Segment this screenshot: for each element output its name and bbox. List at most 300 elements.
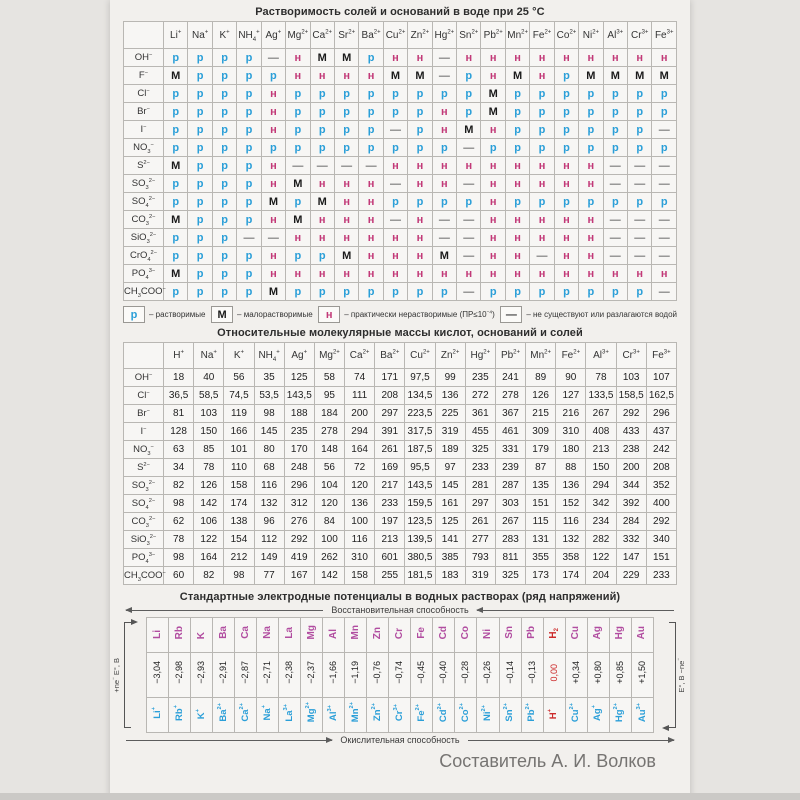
ion-cell: $Ba^{2+}$ [213, 698, 235, 733]
solubility-cell: р [164, 175, 188, 193]
solubility-cell: р [603, 283, 627, 301]
corner-cell [124, 22, 164, 49]
mass-cell: 601 [375, 549, 405, 567]
mass-cell: 164 [345, 441, 375, 459]
cation-header: $Cr^{3+}$ [628, 22, 652, 49]
mass-cell: 408 [586, 423, 616, 441]
mass-cell: 181,5 [405, 567, 435, 585]
solubility-cell: р [164, 121, 188, 139]
solubility-cell: р [652, 85, 677, 103]
cation-header: Li+ [164, 22, 188, 49]
solubility-cell: р [530, 139, 554, 157]
anion-label: CrO$_4^{2-}$ [124, 247, 164, 265]
mass-cell: 296 [646, 405, 676, 423]
solubility-cell: р [164, 139, 188, 157]
ion-cell: $Ni^{2+}$ [477, 698, 499, 733]
solubility-cell: М [603, 67, 627, 85]
mass-cell: 358 [556, 549, 586, 567]
mass-cell: 355 [526, 549, 556, 567]
solubility-cell: н [359, 175, 383, 193]
solubility-cell: — [457, 283, 481, 301]
solubility-cell: р [408, 139, 432, 157]
solubility-cell: — [359, 157, 383, 175]
solubility-cell: н [579, 211, 603, 229]
mass-cell: 292 [646, 513, 676, 531]
mass-cell: 208 [375, 387, 405, 405]
solubility-cell: н [261, 211, 285, 229]
solubility-cell: р [530, 193, 554, 211]
mass-cell: 217 [375, 477, 405, 495]
solubility-cell: р [188, 283, 212, 301]
mass-cell: 150 [586, 459, 616, 477]
legend-text: – не существуют или разлагаются водой [526, 310, 677, 319]
solubility-cell: р [212, 139, 236, 157]
left-arrow-line [126, 610, 323, 611]
solubility-cell: р [237, 157, 261, 175]
solubility-cell: — [628, 229, 652, 247]
row-pot [147, 653, 654, 698]
solubility-cell: М [481, 85, 505, 103]
mass-cell: 119 [224, 405, 254, 423]
solubility-cell: М [408, 67, 432, 85]
ion-cell: $Cr^{3+}$ [389, 698, 411, 733]
solubility-cell: р [164, 85, 188, 103]
anion-label: OH− [124, 49, 164, 67]
mass-cell: 380,5 [405, 549, 435, 567]
mass-cell: 111 [345, 387, 375, 405]
metal-cell: $H_2$ [543, 618, 565, 653]
solubility-cell: р [383, 193, 407, 211]
mass-cell: 261 [465, 513, 495, 531]
mass-cell: 325 [465, 441, 495, 459]
mass-cell: 229 [616, 567, 646, 585]
mass-cell: 169 [375, 459, 405, 477]
solubility-cell: р [188, 247, 212, 265]
potential-cell: −0,45 [411, 653, 433, 698]
mass-cell: 319 [435, 423, 465, 441]
mass-cell: 212 [224, 549, 254, 567]
anion-label: $SO_3^{2-}$ [124, 175, 164, 193]
cation-header: $Al^{3+}$ [586, 343, 616, 369]
solubility-cell: н [554, 265, 578, 283]
mass-cell: 200 [616, 459, 646, 477]
metal-cell: Ca [235, 618, 257, 653]
anion-label: $NO_3^-$ [124, 139, 164, 157]
solubility-cell: р [261, 139, 285, 157]
solubility-cell: — [432, 67, 456, 85]
solubility-cell: М [457, 121, 481, 139]
solubility-cell: — [628, 211, 652, 229]
mass-cell: 187,5 [405, 441, 435, 459]
solubility-cell: н [554, 157, 578, 175]
cation-header: $NH_4^+$ [254, 343, 284, 369]
mass-cell: 101 [224, 441, 254, 459]
potential-cell: −2,87 [235, 653, 257, 698]
ion-cell: $Hg^{2+}$ [609, 698, 631, 733]
solubility-cell: р [603, 121, 627, 139]
cation-header: $Fe^{2+}$ [556, 343, 586, 369]
mass-cell: 63 [164, 441, 194, 459]
mass-cell: 98 [164, 495, 194, 513]
mass-cell: 126 [194, 477, 224, 495]
solubility-cell: — [383, 121, 407, 139]
solubility-cell: н [408, 247, 432, 265]
solubility-cell: н [408, 175, 432, 193]
metal-cell: Li [147, 618, 169, 653]
ion-cell: $La^{3+}$ [279, 698, 301, 733]
mass-cell: 223,5 [405, 405, 435, 423]
solubility-cell: — [457, 139, 481, 157]
solubility-cell: — [261, 229, 285, 247]
solubility-cell: р [310, 103, 334, 121]
solubility-cell: р [603, 193, 627, 211]
mass-cell: 248 [284, 459, 314, 477]
legend-symbol-box: н [318, 306, 340, 323]
mass-cell: 88 [556, 459, 586, 477]
mass-cell: 340 [646, 531, 676, 549]
mass-cell: 174 [556, 567, 586, 585]
solubility-cell: р [237, 193, 261, 211]
solubility-cell: н [481, 247, 505, 265]
solubility-cell: р [212, 211, 236, 229]
solubility-cell: р [188, 121, 212, 139]
solubility-cell: М [432, 247, 456, 265]
mass-cell: 18 [164, 369, 194, 387]
potential-cell: −0,74 [389, 653, 411, 698]
mass-cell: 310 [345, 549, 375, 567]
metal-cell: Cd [433, 618, 455, 653]
solubility-cell: н [481, 193, 505, 211]
mass-cell: 97,5 [405, 369, 435, 387]
left-axis-bracket [124, 622, 131, 728]
solubility-cell: — [603, 175, 627, 193]
solubility-cell: н [261, 247, 285, 265]
mass-cell: 95,5 [405, 459, 435, 477]
solubility-cell: — [603, 247, 627, 265]
mass-cell: 235 [465, 369, 495, 387]
mass-cell: 62 [164, 513, 194, 531]
mass-cell: 77 [254, 567, 284, 585]
mass-cell: 292 [284, 531, 314, 549]
left-axis-label: +ne− E°, В [110, 657, 121, 693]
solubility-cell: н [408, 157, 432, 175]
mass-cell: 141 [435, 531, 465, 549]
anion-label: $S^{2-}$ [124, 459, 164, 477]
solubility-cell: н [383, 229, 407, 247]
solubility-cell: — [457, 175, 481, 193]
scanned-sheet [110, 0, 690, 800]
solubility-cell: р [188, 157, 212, 175]
solubility-cell: р [457, 193, 481, 211]
solubility-cell: р [530, 103, 554, 121]
solubility-cell: М [261, 283, 285, 301]
cation-header: $Zn^{2+}$ [408, 22, 432, 49]
mass-cell: 233 [375, 495, 405, 513]
solubility-cell: — [628, 157, 652, 175]
mass-cell: 125 [284, 369, 314, 387]
solubility-cell: н [530, 229, 554, 247]
table-row [124, 495, 677, 513]
solubility-cell: р [188, 193, 212, 211]
mass-cell: 151 [526, 495, 556, 513]
anion-label: SiO$_3^{2-}$ [124, 531, 164, 549]
solubility-cell: р [212, 229, 236, 247]
corner-cell [124, 343, 164, 369]
cation-header: $Mg^{2+}$ [286, 22, 310, 49]
potential-cell: −1,19 [345, 653, 367, 698]
mass-cell: 58,5 [194, 387, 224, 405]
solubility-cell: — [652, 229, 677, 247]
metal-cell: Zn [367, 618, 389, 653]
legend-text: – растворимые [149, 310, 206, 319]
mass-cell: 189 [435, 441, 465, 459]
potentials-title: Стандартные электродные потенциалы в водных растворах (ряд напряжений) [179, 591, 621, 603]
solubility-cell: М [505, 67, 529, 85]
table-row [124, 49, 677, 67]
solubility-cell: р [579, 139, 603, 157]
cation-header: $Cu^{2+}$ [383, 22, 407, 49]
mass-cell: 143,5 [284, 387, 314, 405]
anion-label: Br− [124, 103, 164, 121]
mass-cell: 233 [646, 567, 676, 585]
row-ion [147, 698, 654, 733]
solubility-cell: р [359, 121, 383, 139]
mass-cell: 100 [314, 531, 344, 549]
cation-header: Ag+ [284, 343, 314, 369]
solubility-cell: р [212, 121, 236, 139]
solubility-cell: р [164, 283, 188, 301]
solubility-cell: р [554, 283, 578, 301]
mass-cell: 149 [254, 549, 284, 567]
solubility-cell: — [310, 157, 334, 175]
solubility-cell: н [603, 49, 627, 67]
mass-cell: 344 [616, 477, 646, 495]
solubility-cell: н [481, 229, 505, 247]
solubility-cell: р [237, 175, 261, 193]
solubility-cell: н [310, 211, 334, 229]
solubility-cell: р [286, 283, 310, 301]
solubility-cell: н [505, 229, 529, 247]
solubility-cell: н [530, 265, 554, 283]
solubility-cell: М [334, 49, 358, 67]
mass-cell: 136 [345, 495, 375, 513]
mass-cell: 173 [526, 567, 556, 585]
solubility-cell: н [554, 49, 578, 67]
mass-cell: 35 [254, 369, 284, 387]
mass-cell: 235 [284, 423, 314, 441]
metal-cell: Ag [587, 618, 609, 653]
solubility-cell: р [554, 193, 578, 211]
solubility-cell: р [212, 265, 236, 283]
mass-cell: 361 [465, 405, 495, 423]
solubility-cell: — [628, 247, 652, 265]
solubility-cell: р [481, 139, 505, 157]
metal-cell: Al [323, 618, 345, 653]
mass-cell: 292 [616, 405, 646, 423]
solubility-cell: н [432, 175, 456, 193]
solubility-cell: н [310, 67, 334, 85]
solubility-cell: н [261, 157, 285, 175]
mass-cell: 267 [495, 513, 525, 531]
mass-cell: 116 [556, 513, 586, 531]
metal-cell: La [279, 618, 301, 653]
mass-cell: 40 [194, 369, 224, 387]
solubility-cell: — [652, 247, 677, 265]
solubility-cell: р [188, 229, 212, 247]
solubility-cell: — [383, 211, 407, 229]
scan-edge [0, 793, 800, 800]
solubility-cell: р [505, 103, 529, 121]
solubility-cell: р [212, 193, 236, 211]
legend-text: – малорастворимые [237, 310, 313, 319]
solubility-cell: н [334, 67, 358, 85]
solubility-cell: р [237, 49, 261, 67]
mass-cell: 100 [345, 513, 375, 531]
solubility-cell: н [310, 175, 334, 193]
solubility-cell: р [310, 283, 334, 301]
solubility-cell: р [579, 85, 603, 103]
solubility-cell: р [505, 139, 529, 157]
mass-cell: 122 [194, 531, 224, 549]
solubility-cell: — [286, 157, 310, 175]
potential-cell: −0,26 [477, 653, 499, 698]
right-axis-label: E°, В −ne− [675, 657, 687, 693]
solubility-cell: р [554, 67, 578, 85]
footer-credit: Составитель А. И. Волков [439, 751, 656, 771]
ion-cell: $Pb^{2+}$ [521, 698, 543, 733]
table-row [124, 175, 677, 193]
solubility-cell: н [383, 157, 407, 175]
mass-cell: 123,5 [405, 513, 435, 531]
mass-cell: 332 [616, 531, 646, 549]
cation-header: $Ca^{2+}$ [310, 22, 334, 49]
anion-label: $CO_3^{2-}$ [124, 211, 164, 229]
anion-label: I− [124, 121, 164, 139]
anion-label: $PO_4^{3-}$ [124, 265, 164, 283]
solubility-cell: н [579, 175, 603, 193]
solubility-cell: р [164, 229, 188, 247]
mass-cell: 167 [284, 567, 314, 585]
mass-cell: 133,5 [586, 387, 616, 405]
mass-cell: 342 [586, 495, 616, 513]
cation-header: $Ni^{2+}$ [579, 22, 603, 49]
legend-item [211, 306, 313, 323]
mass-cell: 296 [284, 477, 314, 495]
anion-label: $SO_4^{2-}$ [124, 193, 164, 211]
solubility-cell: р [286, 85, 310, 103]
mass-cell: 36,5 [164, 387, 194, 405]
solubility-cell: — [457, 211, 481, 229]
ion-cell: $Cu^{2+}$ [565, 698, 587, 733]
mass-cell: 419 [284, 549, 314, 567]
mass-cell: 103 [616, 369, 646, 387]
solubility-cell: М [310, 193, 334, 211]
mass-table [123, 342, 677, 585]
table-row [124, 85, 677, 103]
oxidizing-ability-label: Окислительная способность [340, 735, 460, 745]
solubility-cell: н [579, 247, 603, 265]
cation-header: $Sn^{2+}$ [457, 22, 481, 49]
mass-cell: 95 [314, 387, 344, 405]
cation-header: $Al^{3+}$ [603, 22, 627, 49]
legend-symbol-box: р [123, 306, 145, 323]
solubility-cell: р [652, 193, 677, 211]
ion-cell: $Mn^{2+}$ [345, 698, 367, 733]
solubility-cell: н [530, 157, 554, 175]
mass-cell: 56 [314, 459, 344, 477]
mass-cell: 120 [345, 477, 375, 495]
table-row [124, 193, 677, 211]
solubility-cell: р [628, 139, 652, 157]
solubility-cell: р [652, 103, 677, 121]
table-row [124, 441, 677, 459]
table-row [124, 139, 677, 157]
mass-cell: 213 [375, 531, 405, 549]
reducing-ability-label: Восстановительная способность [331, 605, 469, 615]
solubility-cell: р [286, 121, 310, 139]
mass-cell: 284 [616, 513, 646, 531]
solubility-cell: н [481, 121, 505, 139]
solubility-cell: р [237, 211, 261, 229]
mass-cell: 128 [164, 423, 194, 441]
solubility-cell: н [457, 265, 481, 283]
solubility-cell: р [212, 103, 236, 121]
solubility-cell: М [286, 211, 310, 229]
metal-cell: Hg [609, 618, 631, 653]
mass-cell: 125 [435, 513, 465, 531]
solubility-cell: н [530, 49, 554, 67]
mass-cell: 58 [314, 369, 344, 387]
ion-cell: Na+ [257, 698, 279, 733]
potential-cell: +0,85 [609, 653, 631, 698]
solubility-cell: н [408, 211, 432, 229]
metal-cell: Rb [169, 618, 191, 653]
solubility-cell: р [334, 139, 358, 157]
solubility-cell: н [603, 265, 627, 283]
mass-cell: 455 [465, 423, 495, 441]
solubility-cell: — [652, 175, 677, 193]
mass-cell: 78 [194, 459, 224, 477]
solubility-cell: р [408, 121, 432, 139]
ion-cell: K+ [191, 698, 213, 733]
solubility-cell: М [334, 247, 358, 265]
potential-cell: −0,13 [521, 653, 543, 698]
solubility-cell: М [579, 67, 603, 85]
mass-cell: 179 [526, 441, 556, 459]
oxidizing-ability-row [126, 735, 674, 745]
anion-label: $SO_3^{2-}$ [124, 477, 164, 495]
solubility-cell: р [408, 85, 432, 103]
solubility-cell: р [212, 247, 236, 265]
mass-cell: 158 [345, 567, 375, 585]
potential-cell: −2,37 [301, 653, 323, 698]
solubility-cell: р [554, 121, 578, 139]
solubility-cell: р [481, 283, 505, 301]
mass-cell: 158 [224, 477, 254, 495]
solubility-cell: — [530, 247, 554, 265]
mass-cell: 391 [375, 423, 405, 441]
cation-header: Na+ [194, 343, 224, 369]
ion-cell: $Au^{3+}$ [631, 698, 653, 733]
mass-cell: 161 [435, 495, 465, 513]
cation-header: $NH_4^+$ [237, 22, 261, 49]
solubility-cell: — [383, 175, 407, 193]
cation-header: $Cr^{3+}$ [616, 343, 646, 369]
solubility-cell: р [579, 103, 603, 121]
solubility-cell: р [432, 85, 456, 103]
solubility-cell: н [383, 265, 407, 283]
mass-cell: 134,5 [405, 387, 435, 405]
